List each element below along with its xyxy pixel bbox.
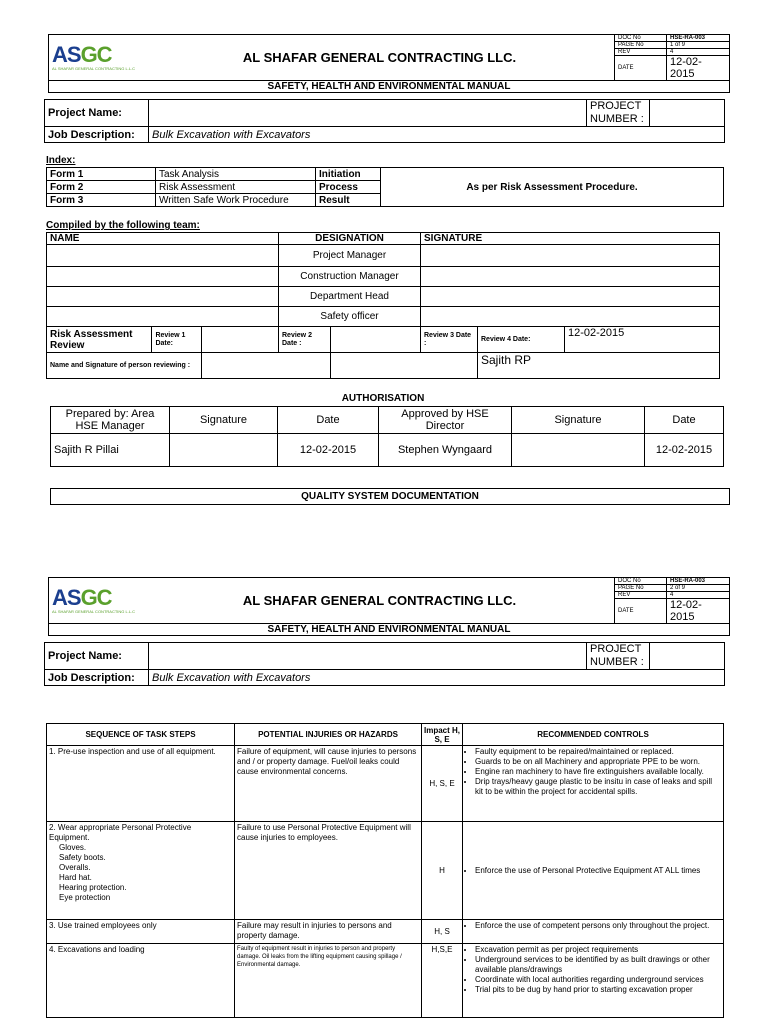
impact-1: H, S, E bbox=[422, 746, 463, 822]
logo-cell-2 bbox=[49, 578, 146, 624]
review-2-label: Review 2 Date : bbox=[279, 327, 331, 353]
impact-2: H bbox=[422, 822, 463, 920]
job-description-label: Job Description: bbox=[45, 127, 149, 143]
step-2: Wear appropriate Personal Protective Equipment. bbox=[49, 823, 192, 842]
rev-value-2: 4 bbox=[667, 592, 730, 599]
hazard-3: Failure may result in injuries to persons and property damage. bbox=[235, 920, 422, 944]
page-no-2: 2 of 9 bbox=[667, 585, 730, 592]
step-2-item-1: Gloves. bbox=[59, 843, 87, 852]
controls-header: RECOMMENDED CONTROLS bbox=[463, 724, 724, 746]
job-description-value: Bulk Excavation with Excavators bbox=[149, 127, 725, 143]
page2-header bbox=[48, 577, 730, 636]
index-table bbox=[46, 167, 724, 207]
review-label: Risk Assessment Review bbox=[47, 327, 152, 353]
date-label: DATE bbox=[615, 56, 667, 81]
logo-text-b: GC bbox=[80, 42, 112, 67]
steps-header: SEQUENCE OF TASK STEPS bbox=[47, 724, 235, 746]
prepared-date: 12-02-2015 bbox=[278, 434, 379, 467]
review-1-label: Review 1 Date: bbox=[152, 327, 201, 353]
step-1-num: 1. bbox=[49, 747, 56, 756]
date-2-header: Date bbox=[645, 407, 724, 434]
logo-text-a-2: AS bbox=[52, 585, 81, 610]
job-description-label-2: Job Description: bbox=[45, 670, 149, 686]
page1-header bbox=[48, 34, 730, 93]
doc-no: HSE-RA-003 bbox=[667, 35, 730, 42]
date-value-2: 12-02-2015 bbox=[667, 599, 730, 624]
review-3-label: Review 3 Date : bbox=[421, 327, 478, 353]
control-1-3: • Engine ran machinery to have fire extinguishers available locally. bbox=[475, 767, 721, 777]
project-info-2 bbox=[44, 642, 725, 686]
logo-text-a: AS bbox=[52, 42, 81, 67]
review-4-date: 12-02-2015 bbox=[565, 327, 720, 353]
step-4-num: 4. bbox=[49, 945, 56, 954]
approved-date: 12-02-2015 bbox=[645, 434, 724, 467]
step-2-num: 2. bbox=[49, 823, 56, 832]
table-row bbox=[47, 822, 724, 920]
asgc-logo-2 bbox=[52, 587, 142, 614]
date-label-2: DATE bbox=[615, 599, 667, 624]
table-row bbox=[47, 746, 724, 822]
rev-value: 4 bbox=[667, 49, 730, 56]
reviewer-name: Sajith RP bbox=[478, 353, 720, 379]
impact-header: Impact H, S, E bbox=[422, 724, 463, 746]
project-number-value-2 bbox=[650, 643, 725, 670]
table-row bbox=[47, 920, 724, 944]
hazards-header: POTENTIAL INJURIES OR HAZARDS bbox=[235, 724, 422, 746]
form-3-name: Written Safe Work Procedure bbox=[156, 194, 316, 207]
designation-4: Safety officer bbox=[279, 307, 421, 327]
project-number-value bbox=[650, 100, 725, 127]
manual-title-2: SAFETY, HEALTH AND ENVIRONMENTAL MANUAL bbox=[49, 624, 730, 636]
hazard-1: Failure of equipment, will cause injuries to persons and / or property damage. Fuel/oil leaks could cause environmental concerns. bbox=[235, 746, 422, 822]
team-title: Compiled by the following team: bbox=[46, 220, 200, 231]
signature-header: SIGNATURE bbox=[421, 233, 720, 245]
step-2-item-2: Safety boots. bbox=[59, 853, 106, 862]
page-no-label-2: PAGE No bbox=[615, 585, 667, 592]
team-table bbox=[46, 232, 720, 379]
rev-label: REV bbox=[615, 49, 667, 56]
form-2-label: Form 2 bbox=[47, 181, 156, 194]
approved-by: Stephen Wyngaard bbox=[379, 434, 512, 467]
form-3-stage: Result bbox=[316, 194, 381, 207]
project-name-value bbox=[149, 100, 587, 127]
designation-1: Project Manager bbox=[279, 245, 421, 267]
step-2-item-6: Eye protection bbox=[59, 893, 111, 902]
project-name-label-2: Project Name: bbox=[45, 643, 149, 670]
reviewer-label: Name and Signature of person reviewing : bbox=[47, 353, 202, 379]
date-1-header: Date bbox=[278, 407, 379, 434]
project-name-label: Project Name: bbox=[45, 100, 149, 127]
control-4-4: • Trial pits to be dug by hand prior to starting excavation proper bbox=[475, 985, 721, 995]
doc-no-2: HSE-RA-003 bbox=[667, 578, 730, 585]
control-1-4: • Drip trays/heavy gauge plastic to be insitu in case of leaks and spill kit to be within the project for accidental spills. bbox=[475, 777, 721, 797]
form-2-name: Risk Assessment bbox=[156, 181, 316, 194]
step-2-item-5: Hearing protection. bbox=[59, 883, 127, 892]
job-description-value-2: Bulk Excavation with Excavators bbox=[149, 670, 725, 686]
prepared-by-header: Prepared by: Area HSE Manager bbox=[51, 407, 170, 434]
date-value: 12-02-2015 bbox=[667, 56, 730, 81]
hazard-2: Failure to use Personal Protective Equipment will cause injuries to employees. bbox=[235, 822, 422, 920]
task-analysis-table bbox=[46, 723, 724, 1018]
step-3-num: 3. bbox=[49, 921, 56, 930]
step-2-item-4: Hard hat. bbox=[59, 873, 92, 882]
step-1: Pre-use inspection and use of all equipment. bbox=[57, 747, 216, 756]
impact-3: H, S bbox=[422, 920, 463, 944]
control-1-2: • Guards to be on all Machinery and appropriate PPE to be worn. bbox=[475, 757, 721, 767]
review-4-label: Review 4 Date: bbox=[478, 327, 565, 353]
project-number-label: PROJECT NUMBER : bbox=[587, 100, 650, 127]
designation-header: DESIGNATION bbox=[279, 233, 421, 245]
page-no: 1 of 9 bbox=[667, 42, 730, 49]
control-2-1: • Enforce the use of Personal Protective Equipment AT ALL times bbox=[475, 866, 721, 876]
doc-no-label: DOC No bbox=[615, 35, 667, 42]
form-3-label: Form 3 bbox=[47, 194, 156, 207]
table-row bbox=[47, 944, 724, 1018]
company-name-2: AL SHAFAR GENERAL CONTRACTING LLC. bbox=[145, 578, 615, 624]
logo-cell bbox=[49, 35, 146, 81]
hazard-4: Faulty of equipment result in injuries to person and property damage. Oil leaks from the lifting equipment causing spillage / Environmental damage. bbox=[235, 944, 422, 1018]
control-4-3: • Coordinate with local authorities regarding underground services bbox=[475, 975, 721, 985]
index-title: Index: bbox=[46, 155, 76, 166]
step-2-item-3: Overalls. bbox=[59, 863, 91, 872]
designation-3: Department Head bbox=[279, 287, 421, 307]
control-3-1: • Enforce the use of competent persons only throughout the project. bbox=[475, 921, 721, 931]
approved-by-header: Approved by HSE Director bbox=[379, 407, 512, 434]
company-name: AL SHAFAR GENERAL CONTRACTING LLC. bbox=[145, 35, 615, 81]
project-number-label-2: PROJECT NUMBER : bbox=[587, 643, 650, 670]
project-name-value-2 bbox=[149, 643, 587, 670]
name-header: NAME bbox=[47, 233, 279, 245]
logo-text-b-2: GC bbox=[80, 585, 112, 610]
form-1-label: Form 1 bbox=[47, 168, 156, 181]
step-4: Excavations and loading bbox=[57, 945, 145, 954]
asgc-logo bbox=[52, 44, 142, 71]
authorisation-table bbox=[50, 406, 724, 467]
signature-1-header: Signature bbox=[170, 407, 278, 434]
manual-title: SAFETY, HEALTH AND ENVIRONMENTAL MANUAL bbox=[49, 81, 730, 93]
page-no-label: PAGE No bbox=[615, 42, 667, 49]
control-1-1: • Faulty equipment to be repaired/maintained or replaced. bbox=[475, 747, 721, 757]
step-3: Use trained employees only bbox=[57, 921, 157, 930]
form-1-name: Task Analysis bbox=[156, 168, 316, 181]
control-4-1: • Excavation permit as per project requirements bbox=[475, 945, 721, 955]
index-note: As per Risk Assessment Procedure. bbox=[381, 168, 724, 207]
quality-system-documentation: QUALITY SYSTEM DOCUMENTATION bbox=[50, 488, 730, 505]
impact-4: H,S,E bbox=[422, 944, 463, 1018]
signature-2-header: Signature bbox=[512, 407, 645, 434]
control-4-2: • Underground services to be identified by as built drawings or other available plans/drawings bbox=[475, 955, 721, 975]
rev-label-2: REV bbox=[615, 592, 667, 599]
designation-2: Construction Manager bbox=[279, 267, 421, 287]
prepared-by: Sajith R Pillai bbox=[51, 434, 170, 467]
doc-no-label-2: DOC No bbox=[615, 578, 667, 585]
logo-subtitle-2: AL SHAFAR GENERAL CONTRACTING L.L.C bbox=[52, 609, 136, 614]
logo-subtitle: AL SHAFAR GENERAL CONTRACTING L.L.C bbox=[52, 66, 136, 71]
form-1-stage: Initiation bbox=[316, 168, 381, 181]
form-2-stage: Process bbox=[316, 181, 381, 194]
authorisation-title: AUTHORISATION bbox=[341, 393, 425, 404]
project-info bbox=[44, 99, 725, 143]
